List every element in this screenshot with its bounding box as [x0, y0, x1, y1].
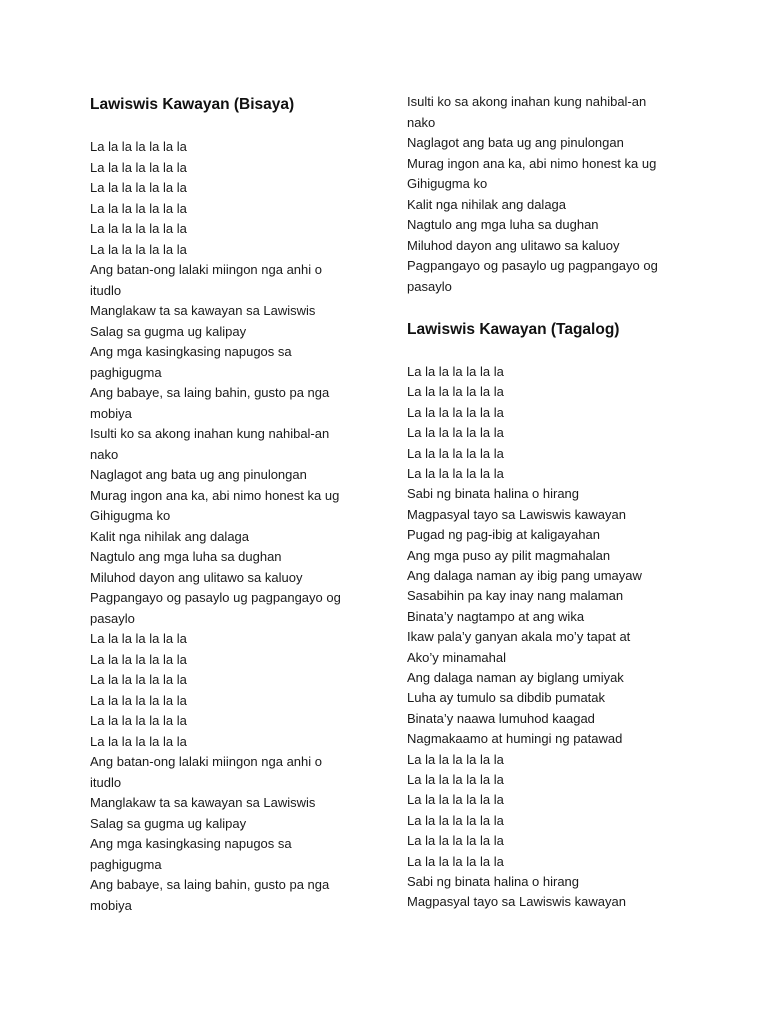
lyric-line: Gihigugma ko: [90, 508, 171, 523]
lyric-line: La la la la la la la: [407, 445, 504, 461]
lyric-line: Pagpangayo og pasaylo ug pagpangayo og: [90, 590, 341, 605]
lyric-line: La la la la la la la: [407, 425, 504, 441]
lyric-line: Salag sa gugma ug kalipay: [90, 323, 247, 339]
lyric-line: Ang mga kasingkasing napugos sa: [90, 344, 292, 359]
lyric-line: Ang batan-ong lalaki miingon nga anhi o: [90, 262, 323, 277]
lyric-line: paghigugma: [90, 856, 162, 872]
lyric-line: pasaylo: [407, 278, 452, 294]
lyric-line: mobiya: [90, 405, 132, 421]
lyric-line: Ang mga puso ay pilit magmahalan: [407, 547, 611, 563]
lyric-line: Magpasyal tayo sa Lawiswis kawayan: [407, 894, 626, 910]
lyric-line: Ang dalaga naman ay ibig pang umayaw: [407, 568, 642, 583]
lyric-line: Nagmakaamo at humingi ng patawad: [407, 731, 623, 747]
lyric-line: nako: [407, 114, 436, 130]
lyric-line: Manglakaw ta sa kawayan sa Lawiswis: [90, 795, 316, 810]
lyric-line: Sabi ng binata halina o hirang: [407, 874, 580, 889]
lyric-line: Kalit nga nihilak ang dalaga: [90, 528, 250, 544]
lyric-line: Isulti ko sa akong inahan kung nahibal-an: [407, 94, 647, 109]
lyric-line: La la la la la la la: [407, 853, 504, 869]
lyric-line: Ang babaye, sa laing bahin, gusto pa nga: [90, 385, 330, 400]
lyric-line: Sabi ng binata halina o hirang: [407, 486, 580, 502]
lyric-line: Binata’y nagtampo at ang wika: [407, 608, 585, 624]
lyric-line: Isulti ko sa akong inahan kung nahibal-an: [90, 426, 330, 441]
lyric-line: La la la la la la la: [90, 221, 187, 236]
lyric-line: Salag sa gugma ug kalipay: [90, 815, 247, 831]
lyric-line: Murag ingon ana ka, abi nimo honest ka ug: [407, 155, 657, 171]
lyric-line: Kalit nga nihilak ang dalaga: [407, 196, 567, 212]
lyric-line: Murag ingon ana ka, abi nimo honest ka ug: [90, 487, 340, 503]
lyric-line: Naglagot ang bata ug ang pinulongan: [90, 467, 307, 482]
lyric-line: La la la la la la la: [90, 139, 187, 154]
lyric-line: La la la la la la la: [407, 466, 504, 481]
lyric-line: La la la la la la la: [90, 200, 187, 216]
bisaya-title: Lawiswis Kawayan (Bisaya): [90, 96, 295, 113]
lyric-line: La la la la la la la: [407, 812, 504, 828]
lyric-line: Binata’y naawa lumuhod kaagad: [407, 710, 595, 726]
lyric-line: itudlo: [90, 282, 122, 298]
lyric-line: La la la la la la la: [407, 404, 504, 420]
lyric-line: Ikaw pala’y ganyan akala mo’y tapat at: [407, 629, 631, 645]
lyric-line: La la la la la la la: [90, 733, 187, 749]
lyric-line: Ang batan-ong lalaki miingon nga anhi o: [90, 754, 323, 769]
lyric-line: La la la la la la la: [407, 751, 504, 767]
lyric-line: Ang babaye, sa laing bahin, gusto pa nga: [90, 877, 330, 892]
lyric-line: La la la la la la la: [90, 651, 187, 667]
lyric-line: Ang mga kasingkasing napugos sa: [90, 836, 292, 851]
lyric-line: La la la la la la la: [407, 384, 504, 400]
lyric-line: Miluhod dayon ang ulitawo sa kaluoy: [407, 237, 620, 253]
lyric-line: Pagpangayo og pasaylo ug pagpangayo og: [407, 258, 658, 273]
lyric-line: Nagtulo ang mga luha sa dughan: [407, 217, 599, 232]
lyric-line: Ako’y minamahal: [407, 649, 506, 665]
lyric-line: La la la la la la la: [407, 364, 504, 379]
lyric-line: Pugad ng pag-ibig at kaligayahan: [407, 527, 600, 543]
lyric-line: Naglagot ang bata ug ang pinulongan: [407, 135, 624, 150]
lyric-line: pasaylo: [90, 610, 135, 626]
lyric-line: Miluhod dayon ang ulitawo sa kaluoy: [90, 569, 303, 585]
lyric-line: La la la la la la la: [90, 241, 187, 257]
lyric-line: itudlo: [90, 774, 122, 790]
lyric-line: Magpasyal tayo sa Lawiswis kawayan: [407, 506, 626, 522]
tagalog-title: Lawiswis Kawayan (Tagalog): [407, 321, 620, 338]
lyric-line: La la la la la la la: [90, 692, 187, 708]
lyric-line: Manglakaw ta sa kawayan sa Lawiswis: [90, 303, 316, 318]
lyric-line: mobiya: [90, 897, 132, 913]
lyric-line: La la la la la la la: [407, 833, 504, 849]
lyric-line: La la la la la la la: [90, 672, 187, 687]
lyric-line: La la la la la la la: [90, 713, 187, 728]
lyric-line: Nagtulo ang mga luha sa dughan: [90, 549, 282, 564]
lyric-line: La la la la la la la: [407, 792, 504, 808]
lyric-line: Ang dalaga naman ay biglang umiyak: [407, 670, 624, 685]
lyric-line: Luha ay tumulo sa dibdib pumatak: [407, 690, 606, 706]
lyric-line: nako: [90, 446, 119, 462]
lyric-line: Sasabihin pa kay inay nang malaman: [407, 588, 624, 604]
lyric-line: La la la la la la la: [90, 631, 187, 646]
lyric-line: La la la la la la la: [90, 159, 187, 175]
lyric-line: La la la la la la la: [407, 772, 504, 787]
lyric-line: La la la la la la la: [90, 180, 187, 195]
lyric-line: paghigugma: [90, 364, 162, 380]
lyric-line: Gihigugma ko: [407, 176, 488, 191]
